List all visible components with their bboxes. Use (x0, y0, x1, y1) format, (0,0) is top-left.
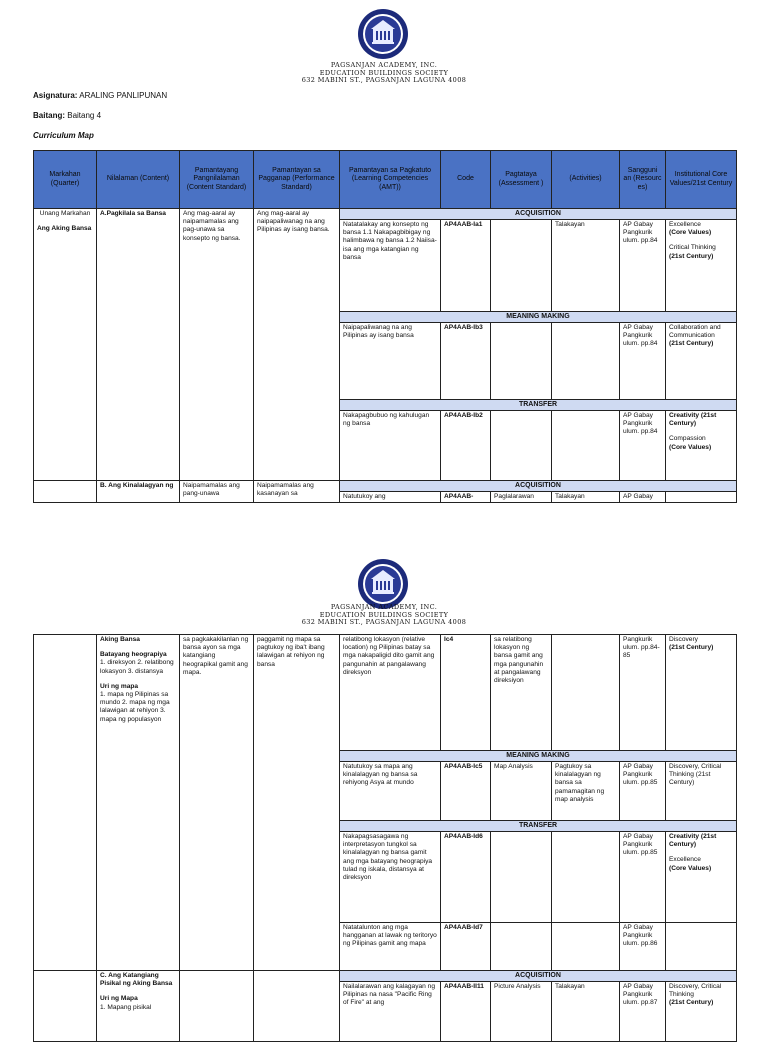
school-name: PAGSANJAN ACADEMY, INC. (330, 61, 438, 69)
competency-cell: Nakapagsasagawa ng interpretasyon tungkol sa kinalalagyan ng bansa gamit ang mga batayang heograpiya tulad ng iskala, distansya at direksyon (340, 832, 441, 923)
band-transfer: TRANSFER (340, 821, 737, 832)
resource-cell: AP Gabay Pangkurik ulum. pp.84 (620, 220, 666, 312)
topic-b-subtopic: Batayang heograpiya (100, 651, 167, 659)
school-address: 632 MABINI ST., PAGSANJAN LAGUNA 4008 (301, 76, 467, 84)
competency-cell: Natatalunton ang mga hangganan at lawak ng teritoryo ng Pilipinas gamit ang mapa (340, 923, 441, 971)
core-values-cell (666, 832, 737, 923)
topic-c-subtopic: Uri ng Mapa (100, 995, 138, 1003)
table-row (34, 971, 737, 982)
school-society: EDUCATION BUILDINGS SOCIETY (319, 68, 449, 77)
assessment-cell (491, 220, 552, 312)
activity-cell (552, 411, 620, 481)
school-header (0, 604, 768, 627)
curriculum-map-table-continued (33, 634, 737, 1042)
performance-standard-a: Ang mag-aaral ay naipapaliwanag na ang Pilipinas ay isang bansa. (254, 209, 340, 481)
school-name: PAGSANJAN ACADEMY, INC. (330, 603, 438, 611)
core-value: Discovery, Critical Thinking (669, 983, 722, 999)
core-value: Collaboration and Communication (669, 324, 721, 340)
code-cell: AP4AAB-Id7 (441, 923, 491, 971)
core-values-cell (666, 982, 737, 1042)
code-cell: AP4AAB-Ic5 (441, 762, 491, 821)
core-values-cell (666, 635, 737, 751)
col-resources: Sangguni an (Resourc es) (620, 151, 666, 209)
content-standard-a: Ang mag-aaral ay naipamamalas ang pag-unawa sa konsepto ng bansa. (180, 209, 254, 481)
resource-cell: AP Gabay Pangkurik ulum. pp.86 (620, 923, 666, 971)
asignatura-line (33, 91, 167, 100)
competency-cell: Natatalakay ang konsepto ng bansa 1.1 Nakapagbibigay ng halimbawa ng bansa 1.2 Naiisa-isa ang mga katangian ng bansa (340, 220, 441, 312)
core-value: Critical Thinking (669, 244, 716, 252)
activity-cell (552, 832, 620, 923)
band-meaning-making: MEANING MAKING (340, 312, 737, 323)
assessment-cell: Paglalarawan (491, 492, 552, 503)
band-transfer: TRANSFER (340, 400, 737, 411)
activity-cell: Pagtukoy sa kinalalagyan ng bansa sa pamamagitan ng map analysis (552, 762, 620, 821)
band-acquisition: ACQUISITION (340, 481, 737, 492)
core-value: Excellence (669, 856, 701, 864)
col-learning-competencies: Pamantayan sa Pagkatuto (Learning Competencies (AMT)) (340, 151, 441, 209)
baitang-line (33, 111, 101, 120)
competency-cell: Naipapaliwanag na ang Pilipinas ay isang bansa (340, 323, 441, 400)
school-seal-logo (357, 8, 409, 60)
school-header (0, 62, 768, 85)
col-content-standard: Pamantayang Pangnilalaman (Content Standard) (180, 151, 254, 209)
resource-cell: AP Gabay Pangkurik ulum. pp.85 (620, 762, 666, 821)
core-value: Excellence (669, 221, 701, 228)
competency-cell: Nailalarawan ang kalagayan ng Pilipinas na nasa "Pacific Ring of Fire" at ang (340, 982, 441, 1042)
assessment-cell: Picture Analysis (491, 982, 552, 1042)
quarter-cell (34, 209, 97, 481)
school-address: 632 MABINI ST., PAGSANJAN LAGUNA 4008 (301, 618, 467, 626)
core-value-type: (21st Century) (669, 644, 714, 652)
core-values-cell (666, 923, 737, 971)
core-values-cell (666, 220, 737, 312)
topic-b-title-cont: Aking Bansa (100, 636, 140, 643)
col-assessment: Pagtataya (Assessment ) (491, 151, 552, 209)
school-society: EDUCATION BUILDINGS SOCIETY (319, 610, 449, 619)
curriculum-map-table (33, 150, 737, 503)
activity-cell: Talakayan (552, 982, 620, 1042)
unit-title: Ang Aking Bansa (37, 225, 92, 233)
content-standard-b: Naipamamalas ang pang-unawa (180, 481, 254, 503)
col-activities: (Activities) (552, 151, 620, 209)
table-row (34, 209, 737, 220)
quarter-cell (34, 481, 97, 503)
topic-c (97, 971, 180, 1042)
core-value-type: (Core Values) (669, 443, 712, 451)
resource-cell: AP Gabay Pangkurik ulum. pp.87 (620, 982, 666, 1042)
resource-cell: AP Gabay Pangkurik ulum. pp.84 (620, 323, 666, 400)
asignatura-value: ARALING PANLIPUNAN (79, 91, 168, 100)
band-acquisition: ACQUISITION (340, 971, 737, 982)
core-value: Creativity (21st Century) (669, 412, 717, 428)
col-nilalaman: Nilalaman (Content) (97, 151, 180, 209)
assessment-cell (491, 411, 552, 481)
activity-cell (552, 923, 620, 971)
assessment-cell: Map Analysis (491, 762, 552, 821)
resource-cell: AP Gabay (620, 492, 666, 503)
resource-cell: Pangkurik ulum. pp.84-85 (620, 635, 666, 751)
assessment-cell: sa relatibong lokasyon ng bansa gamit ang mga pangunahin at pangalawang direksiyon (491, 635, 552, 751)
core-value-type: (21st Century) (669, 999, 714, 1007)
code-cell: AP4AAB- (441, 492, 491, 503)
content-standard-b-cont: sa pagkakakilanlan ng bansa ayon sa mga katangiang heograpikal gamit ang mapa. (180, 635, 254, 971)
core-value-type: (21st Century) (669, 252, 714, 260)
topic-b-list: 1. mapa ng Pilipinas sa mundo 2. mapa ng mga lalawigan at rehiyon 3. mapa ng populasyon (100, 691, 170, 723)
quarter-cell (34, 971, 97, 1042)
core-values-cell (666, 411, 737, 481)
code-cell: Ic4 (441, 635, 491, 751)
resource-cell: AP Gabay Pangkurik ulum. pp.85 (620, 832, 666, 923)
core-value: Compassion (669, 435, 706, 443)
assessment-cell (491, 323, 552, 400)
band-meaning-making: MEANING MAKING (340, 751, 737, 762)
activity-cell (552, 635, 620, 751)
quarter-cell (34, 635, 97, 971)
core-values-cell: Discovery, Critical Thinking (21st Century) (666, 762, 737, 821)
table-header-row (34, 151, 737, 209)
core-value-type: (21st Century) (669, 340, 714, 348)
topic-b-continued (97, 635, 180, 971)
asignatura-label: Asignatura: (33, 91, 78, 100)
baitang-label: Baitang: (33, 111, 65, 120)
performance-standard-c (254, 971, 340, 1042)
code-cell: AP4AAB-Id6 (441, 832, 491, 923)
topic-b-list: 1. direksyon 2. relatibong lokasyon 3. distansya (100, 659, 174, 675)
competency-cell: Natutukoy sa mapa ang kinalalagyan ng bansa sa rehiyong Asya at mundo (340, 762, 441, 821)
assessment-cell (491, 923, 552, 971)
content-standard-c (180, 971, 254, 1042)
topic-c-title: C. Ang Katangiang Pisikal ng Aking Bansa (100, 972, 173, 988)
code-cell: AP4AAB-Ib2 (441, 411, 491, 481)
baitang-value: Baitang 4 (67, 111, 102, 120)
page-title: Curriculum Map (33, 131, 94, 140)
assessment-cell (491, 832, 552, 923)
activity-cell: Talakayan (552, 220, 620, 312)
document-page-2 (0, 530, 768, 1024)
col-performance-standard: Pamantayan sa Pagganap (Performance Standard) (254, 151, 340, 209)
competency-cell: Nakapagbubuo ng kahulugan ng bansa (340, 411, 441, 481)
col-code: Code (441, 151, 491, 209)
competency-cell: relatibong lokasyon (relative location) ng Pilipinas batay sa mga nakapaligid dito gamit ang pangunahin at pangalawang direksyon (340, 635, 441, 751)
performance-standard-b: Naipamamalas ang kasanayan sa (254, 481, 340, 503)
col-markahan: Markahan (Quarter) (34, 151, 97, 209)
core-values-cell (666, 323, 737, 400)
code-cell: AP4AAB-Ia1 (441, 220, 491, 312)
band-acquisition: ACQUISITION (340, 209, 737, 220)
code-cell: AP4AAB-Ib3 (441, 323, 491, 400)
topic-c-list: 1. Mapang pisikal (100, 1003, 152, 1011)
topic-a: A.Pagkilala sa Bansa (97, 209, 180, 481)
core-value: Creativity (21st Century) (669, 833, 717, 849)
topic-b-subtopic: Uri ng mapa (100, 682, 139, 690)
core-value: Discovery (669, 636, 698, 643)
col-core-values: Institutional Core Values/21st Century (666, 151, 737, 209)
resource-cell: AP Gabay Pangkurik ulum. pp.84 (620, 411, 666, 481)
performance-standard-b-cont: paggamit ng mapa sa pagtukoy ng iba't ibang lalawigan at rehiyon ng bansa (254, 635, 340, 971)
topic-b: B. Ang Kinalalagyan ng (97, 481, 180, 503)
table-row (34, 481, 737, 492)
code-cell: AP4AAB-II11 (441, 982, 491, 1042)
table-row (34, 635, 737, 751)
core-value-type: (Core Values) (669, 229, 712, 237)
core-value-type: (Core Values) (669, 864, 712, 872)
core-values-cell (666, 492, 737, 503)
activity-cell (552, 323, 620, 400)
activity-cell: Talakayan (552, 492, 620, 503)
quarter-label: Unang Markahan (39, 210, 91, 217)
competency-cell: Natutukoy ang (340, 492, 441, 503)
